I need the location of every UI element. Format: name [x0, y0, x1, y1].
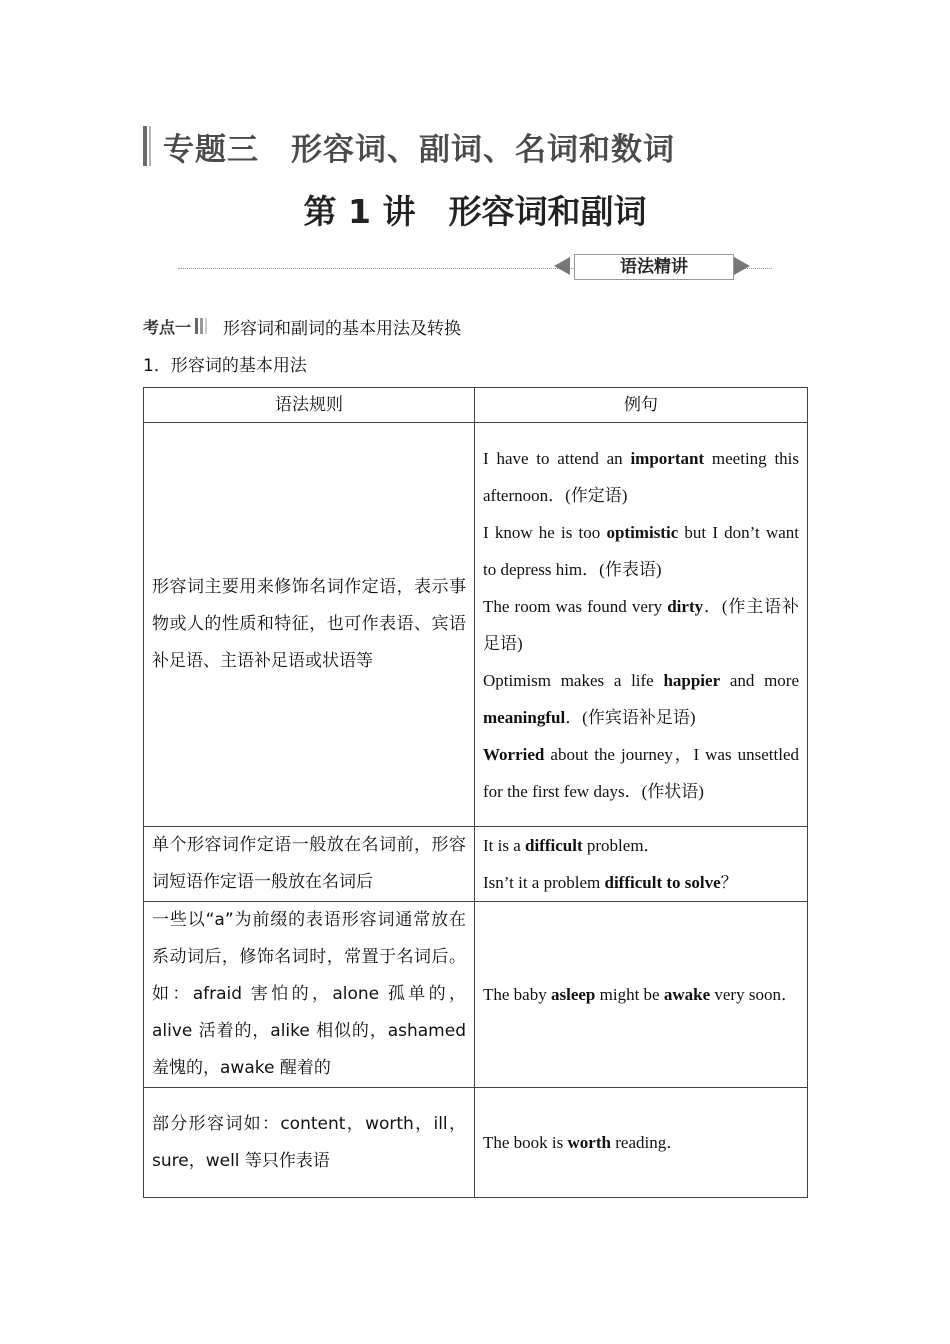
example-keyword: awake: [663, 985, 711, 1004]
table-row: [144, 902, 808, 1088]
topic-heading: [143, 124, 675, 168]
example-sentence: [483, 736, 799, 810]
grammar-rule-cell: 形容词主要用来修饰名词作定语，表示事物或人的性质和特征，也可作表语、宾语补足语、主语补足语或状语等: [144, 423, 475, 827]
example-text: ．(作主语补足语): [483, 596, 799, 653]
example-keyword: dirty: [667, 596, 704, 616]
example-sentence: [483, 514, 799, 588]
example-text: I know he is too: [483, 522, 607, 542]
example-text: problem．: [582, 836, 661, 855]
example-keyword: worth: [567, 1133, 611, 1152]
example-sentence: [483, 588, 799, 662]
example-sentence: [483, 864, 799, 901]
example-keyword: Worried: [483, 744, 545, 764]
grammar-rule-cell: 一些以“a”为前缀的表语形容词通常放在系动词后，修饰名词时，常置于名词后。如：afraid 害怕的，alone 孤单的，alive 活着的，alike 相似的，ashamed 羞愧的，awake 醒着的: [144, 902, 475, 1088]
topic-bar-decoration: [143, 126, 147, 166]
example-cell: [475, 902, 808, 1088]
example-text: Isn’t it a problem: [483, 873, 605, 892]
example-text: but I don’t want to depress him．(作表语): [483, 522, 799, 579]
example-sentence: [483, 440, 799, 514]
example-keyword: asleep: [550, 985, 596, 1004]
example-cell: [475, 827, 808, 902]
example-text: meeting this afternoon．(作定语): [483, 448, 800, 505]
example-sentence: [483, 1124, 799, 1161]
example-text: and more: [720, 670, 799, 690]
example-text: The baby: [483, 985, 551, 1004]
example-sentence: [483, 662, 799, 736]
example-keyword: optimistic: [606, 522, 679, 542]
example-sentence: [483, 976, 799, 1013]
topic-title: 专题三 形容词、副词、名词和数词: [163, 131, 675, 168]
topic-bar-decoration-light: [149, 126, 151, 166]
section-banner: [178, 254, 772, 282]
example-text: very soon．: [710, 985, 798, 1004]
example-keyword: difficult to solve: [604, 873, 721, 892]
example-keyword: meaningful: [483, 707, 566, 727]
table-header-row: [144, 388, 808, 423]
example-keyword: important: [630, 448, 705, 468]
example-text: ．(作宾语补足语): [565, 707, 696, 727]
exam-point-label: 考点一: [143, 317, 192, 337]
example-cell: [475, 423, 808, 827]
example-text: Optimism makes a life: [483, 670, 664, 690]
example-sentence: [483, 827, 799, 864]
example-keyword: difficult: [525, 836, 583, 855]
banner-left-arrow-icon: [554, 257, 570, 275]
table-row: [144, 423, 808, 827]
lesson-title: 第 1 讲 形容词和副词: [303, 192, 647, 231]
example-text: The book is: [483, 1133, 568, 1152]
exam-point-title: 形容词和副词的基本用法及转换: [223, 318, 462, 339]
example-text: might be: [595, 985, 664, 1004]
example-text: I have to attend an: [483, 448, 631, 468]
banner-right-arrow-icon: [734, 257, 750, 275]
column-header: 语法规则: [144, 388, 475, 423]
example-keyword: happier: [663, 670, 721, 690]
example-text: The room was found very: [483, 596, 668, 616]
example-text: reading．: [610, 1133, 684, 1152]
table-row: [144, 1088, 808, 1198]
example-text: It is a: [483, 836, 526, 855]
banner-label: 语法精讲: [574, 254, 734, 280]
exam-point-bars-icon: [195, 318, 209, 334]
grammar-table: [143, 387, 808, 1198]
example-text: about the journey，I was unsettled for the first few days．(作状语): [483, 744, 799, 801]
example-cell: [475, 1088, 808, 1198]
grammar-rule-cell: 单个形容词作定语一般放在名词前，形容词短语作定语一般放在名词后: [144, 827, 475, 902]
table-row: [144, 827, 808, 902]
subheading: 1．形容词的基本用法: [143, 356, 307, 376]
example-text: ？: [720, 873, 738, 892]
exam-point-heading: [143, 314, 461, 338]
column-header: 例句: [475, 388, 808, 423]
grammar-rule-cell: 部分形容词如：content，worth，ill，sure，well 等只作表语: [144, 1088, 475, 1198]
